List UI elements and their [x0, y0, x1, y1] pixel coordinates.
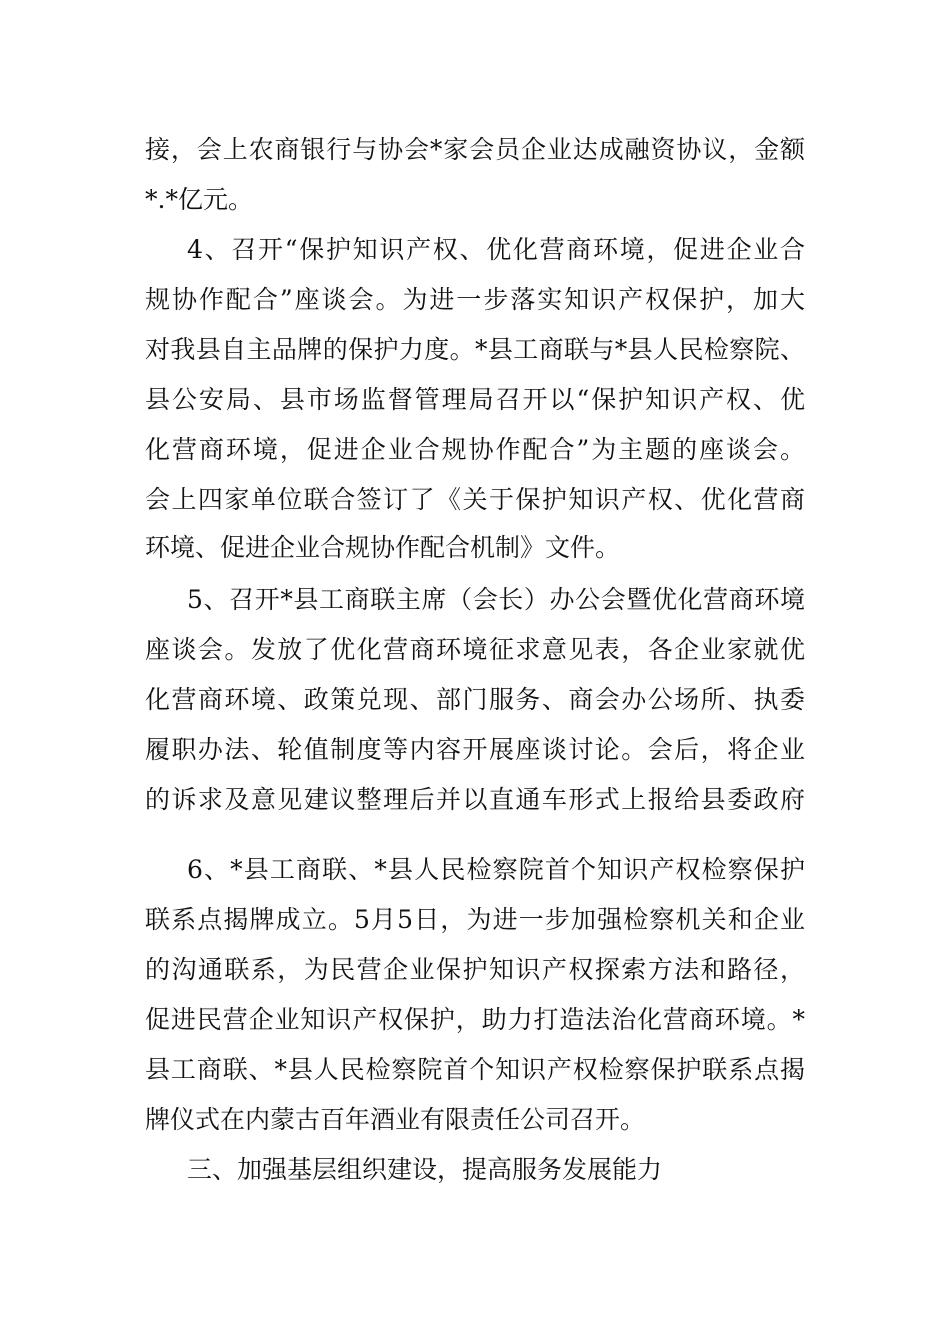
text-line: 县工商联、*县人民检察院首个知识产权检察保护联系点揭 [145, 1055, 805, 1084]
heading-line: 三、加强基层组织建设，提高服务发展能力 [187, 1155, 663, 1184]
text-line: 5、召开*县工商联主席（会长）办公会暨优化营商环境 [187, 585, 805, 614]
text-line: 规协作配合”座谈会。为进一步落实知识产权保护，加大 [145, 285, 805, 314]
text-line: 化营商环境，促进企业合规协作配合”为主题的座谈会。 [145, 435, 805, 464]
text-line: 促进民营企业知识产权保护，助力打造法治化营商环境。* [145, 1005, 805, 1034]
text-line: 联系点揭牌成立。5月5日，为进一步加强检察机关和企业 [145, 905, 805, 934]
text-line: 接，会上农商银行与协会*家会员企业达成融资协议，金额 [145, 135, 805, 164]
text-line: 的诉求及意见建议整理后并以直通车形式上报给县委政府 [145, 785, 805, 814]
text-line: 履职办法、轮值制度等内容开展座谈讨论。会后，将企业 [145, 735, 805, 764]
text-line: 4、召开“保护知识产权、优化营商环境，促进企业合 [187, 235, 805, 264]
text-line: *.*亿元。 [145, 185, 253, 214]
text-line: 对我县自主品牌的保护力度。*县工商联与*县人民检察院、 [145, 335, 805, 364]
text-line: 6、*县工商联、*县人民检察院首个知识产权检察保护 [187, 855, 805, 884]
text-line: 牌仪式在内蒙古百年酒业有限责任公司召开。 [145, 1105, 646, 1134]
text-line: 环境、促进企业合规协作配合机制》文件。 [145, 533, 621, 562]
text-line: 化营商环境、政策兑现、部门服务、商会办公场所、执委 [145, 685, 805, 714]
text-line: 座谈会。发放了优化营商环境征求意见表，各企业家就优 [145, 635, 805, 664]
text-line: 县公安局、县市场监督管理局召开以“保护知识产权、优 [145, 385, 805, 414]
text-line: 会上四家单位联合签订了《关于保护知识产权、优化营商 [145, 485, 805, 514]
text-line: 的沟通联系，为民营企业保护知识产权探索方法和路径， [145, 955, 805, 984]
